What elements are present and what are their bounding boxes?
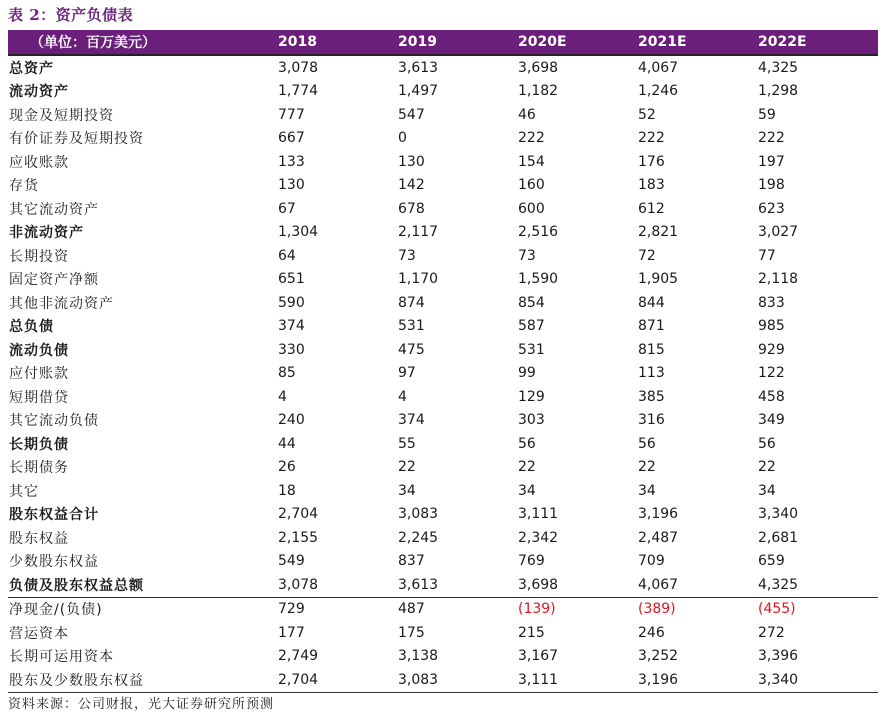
- row-label: 短期借贷: [9, 389, 69, 406]
- row-value: 142: [398, 177, 425, 194]
- row-value: 659: [758, 553, 785, 570]
- table-row: [8, 385, 878, 409]
- row-value: 1,905: [638, 271, 679, 288]
- row-label: 非流动资产: [9, 225, 84, 242]
- row-value: 56: [518, 435, 536, 452]
- row-value: 67: [278, 200, 296, 217]
- row-value: 475: [398, 341, 425, 358]
- row-label: 有价证券及短期投资: [9, 131, 144, 148]
- table-row: [8, 244, 878, 268]
- row-label: 长期投资: [9, 248, 69, 265]
- year-header: 2018: [278, 30, 398, 55]
- row-value: 72: [638, 247, 656, 264]
- row-value: 34: [638, 482, 656, 499]
- row-value: 59: [758, 106, 776, 123]
- row-value: 777: [278, 106, 305, 123]
- row-value: 3,252: [638, 648, 679, 665]
- row-value: 1,497: [398, 83, 439, 100]
- table-row: [8, 174, 878, 198]
- row-label: 股东权益合计: [9, 507, 99, 524]
- row-value: 3,613: [398, 59, 439, 76]
- table-body: [8, 55, 878, 692]
- row-value: 2,749: [278, 648, 319, 665]
- row-label: 股东及少数股东权益: [8, 668, 278, 692]
- row-value: (389): [638, 597, 758, 621]
- row-value: 349: [758, 412, 785, 429]
- row-value: 46: [518, 106, 536, 123]
- row-value: 1,590: [518, 271, 559, 288]
- row-value: 3,396: [758, 648, 799, 665]
- row-value: 2,155: [278, 529, 319, 546]
- row-value: 487: [398, 597, 518, 621]
- year-header: 2021E: [638, 30, 758, 55]
- row-value: 1,182: [518, 83, 559, 100]
- row-value: 3,613: [398, 576, 439, 593]
- row-value: 871: [638, 318, 665, 335]
- row-value: (455): [758, 597, 878, 621]
- row-label: 其他非流动资产: [9, 295, 114, 312]
- row-value: 22: [638, 459, 656, 476]
- row-value: 0: [398, 130, 407, 147]
- row-label: 净现金/(负债): [8, 597, 278, 621]
- row-value: 3,138: [398, 648, 439, 665]
- row-value: 198: [758, 177, 785, 194]
- row-value: 26: [278, 459, 296, 476]
- row-value: 22: [518, 459, 536, 476]
- row-value: 3,111: [518, 506, 559, 523]
- row-label: 现金及短期投资: [9, 107, 114, 124]
- row-label: 长期可运用资本: [9, 649, 114, 666]
- header-row: [8, 30, 878, 55]
- row-value: 769: [518, 553, 545, 570]
- row-value: 2,681: [758, 529, 799, 546]
- row-label: 营运资本: [9, 625, 69, 642]
- row-value: 3,078: [278, 576, 319, 593]
- row-value: 246: [638, 624, 665, 641]
- row-value: 590: [278, 294, 305, 311]
- table-row: [8, 573, 878, 597]
- row-label: 其它流动负债: [9, 413, 99, 430]
- row-value: 385: [638, 388, 665, 405]
- row-label: 其它: [9, 483, 39, 500]
- row-value: 837: [398, 553, 425, 570]
- row-value: 4,067: [638, 576, 679, 593]
- row-value: 183: [638, 177, 665, 194]
- row-value: 85: [278, 365, 296, 382]
- row-value: 52: [638, 106, 656, 123]
- row-value: 56: [638, 435, 656, 452]
- row-value: 600: [518, 200, 545, 217]
- table-row: [8, 409, 878, 433]
- row-value: 22: [758, 459, 776, 476]
- row-label: 长期负债: [9, 436, 69, 453]
- row-value: 64: [278, 247, 296, 264]
- row-value: 729: [278, 597, 398, 621]
- table-row: [8, 526, 878, 550]
- row-label: 少数股东权益: [9, 554, 99, 571]
- row-label: 股东权益: [9, 530, 69, 547]
- row-value: 34: [398, 482, 416, 499]
- row-value: 77: [758, 247, 776, 264]
- row-value: 3,083: [398, 506, 439, 523]
- row-value: 3,698: [518, 59, 559, 76]
- row-value: 18: [278, 482, 296, 499]
- table-row: [8, 621, 878, 645]
- row-value: 1,774: [278, 83, 319, 100]
- table-title: 表 2：资产负债表: [8, 6, 134, 24]
- row-value: 531: [398, 318, 425, 335]
- table-row: [8, 362, 878, 386]
- row-value: 854: [518, 294, 545, 311]
- row-value: 197: [758, 153, 785, 170]
- row-label: 固定资产净额: [9, 272, 99, 289]
- table-row: [8, 338, 878, 362]
- row-value: 272: [758, 624, 785, 641]
- table-row: [8, 668, 878, 692]
- row-value: 2,487: [638, 529, 679, 546]
- table-row: [8, 597, 878, 621]
- row-value: 34: [758, 482, 776, 499]
- row-value: 222: [758, 130, 785, 147]
- row-value: 113: [638, 365, 665, 382]
- row-value: 154: [518, 153, 545, 170]
- table-row: [8, 55, 878, 80]
- row-value: 623: [758, 200, 785, 217]
- row-value: 531: [518, 341, 545, 358]
- row-value: 2,704: [278, 506, 319, 523]
- row-value: 122: [758, 365, 785, 382]
- row-value: 3,340: [758, 506, 799, 523]
- row-value: 929: [758, 341, 785, 358]
- table-row: [8, 80, 878, 104]
- row-value: 55: [398, 435, 416, 452]
- row-value: 1,298: [758, 83, 799, 100]
- row-value: 44: [278, 435, 296, 452]
- row-value: 374: [398, 412, 425, 429]
- row-value: 2,342: [518, 529, 559, 546]
- row-value: 874: [398, 294, 425, 311]
- row-value: 2,245: [398, 529, 439, 546]
- row-value: 4,325: [758, 576, 799, 593]
- table-row: [8, 432, 878, 456]
- year-header: 2020E: [518, 30, 638, 55]
- row-value: 303: [518, 412, 545, 429]
- row-value: 56: [758, 435, 776, 452]
- row-value: 240: [278, 412, 305, 429]
- row-label: 负债及股东权益总额: [9, 577, 144, 594]
- row-value: 587: [518, 318, 545, 335]
- row-value: 160: [518, 177, 545, 194]
- row-value: 222: [638, 130, 665, 147]
- row-value: 222: [518, 130, 545, 147]
- row-value: 2,516: [518, 224, 559, 241]
- row-value: 130: [398, 153, 425, 170]
- row-label: 流动资产: [9, 84, 69, 101]
- row-value: 985: [758, 318, 785, 335]
- row-value: 129: [518, 388, 545, 405]
- row-value: 1,246: [638, 83, 679, 100]
- row-value: 3,027: [758, 224, 799, 241]
- row-value: 2,821: [638, 224, 679, 241]
- row-value: 97: [398, 365, 416, 382]
- table-row: [8, 127, 878, 151]
- row-value: 99: [518, 365, 536, 382]
- balance-sheet-table: [8, 30, 878, 693]
- row-label: 应付账款: [9, 366, 69, 383]
- year-header: 2022E: [758, 30, 878, 55]
- table-row: [8, 268, 878, 292]
- table-row: [8, 103, 878, 127]
- row-label: 应收账款: [9, 154, 69, 171]
- row-value: 4: [278, 388, 287, 405]
- row-value: 1,304: [278, 224, 319, 241]
- table-row: [8, 291, 878, 315]
- table-row: [8, 456, 878, 480]
- table-row: [8, 645, 878, 669]
- unit-header: （单位：百万美元）: [8, 30, 278, 55]
- row-value: 3,698: [518, 576, 559, 593]
- row-value: 3,196: [638, 506, 679, 523]
- row-value: 549: [278, 553, 305, 570]
- row-value: 667: [278, 130, 305, 147]
- row-value: 3,111: [518, 668, 638, 692]
- table-row: [8, 503, 878, 527]
- row-value: 2,118: [758, 271, 799, 288]
- table-row: [8, 197, 878, 221]
- row-value: 176: [638, 153, 665, 170]
- row-value: 458: [758, 388, 785, 405]
- row-value: 4,067: [638, 59, 679, 76]
- row-value: 833: [758, 294, 785, 311]
- row-value: 175: [398, 624, 425, 641]
- table-row: [8, 150, 878, 174]
- row-value: 215: [518, 624, 545, 641]
- row-value: 678: [398, 200, 425, 217]
- row-value: 4: [398, 388, 407, 405]
- table-row: [8, 315, 878, 339]
- row-value: 651: [278, 271, 305, 288]
- row-value: 316: [638, 412, 665, 429]
- row-value: 130: [278, 177, 305, 194]
- row-value: 3,340: [758, 668, 878, 692]
- table-row: [8, 479, 878, 503]
- table-row: [8, 221, 878, 245]
- row-value: 815: [638, 341, 665, 358]
- row-label: 总资产: [9, 60, 54, 77]
- row-value: 1,170: [398, 271, 439, 288]
- table-row: [8, 550, 878, 574]
- row-value: 177: [278, 624, 305, 641]
- row-value: 612: [638, 200, 665, 217]
- row-value: 133: [278, 153, 305, 170]
- row-value: 3,167: [518, 648, 559, 665]
- row-value: (139): [518, 597, 638, 621]
- row-value: 73: [398, 247, 416, 264]
- row-value: 22: [398, 459, 416, 476]
- row-label: 存货: [9, 178, 39, 195]
- row-label: 其它流动资产: [9, 201, 99, 218]
- row-value: 3,083: [398, 668, 518, 692]
- row-value: 709: [638, 553, 665, 570]
- row-value: 547: [398, 106, 425, 123]
- row-value: 3,078: [278, 59, 319, 76]
- row-value: 2,704: [278, 668, 398, 692]
- row-value: 2,117: [398, 224, 439, 241]
- row-label: 流动负债: [9, 342, 69, 359]
- row-value: 844: [638, 294, 665, 311]
- row-value: 73: [518, 247, 536, 264]
- row-value: 34: [518, 482, 536, 499]
- row-value: 374: [278, 318, 305, 335]
- year-header: 2019: [398, 30, 518, 55]
- row-value: 3,196: [638, 668, 758, 692]
- row-value: 330: [278, 341, 305, 358]
- row-value: 4,325: [758, 59, 799, 76]
- row-label: 长期债务: [9, 460, 69, 477]
- source-note: 资料来源：公司财报，光大证券研究所预测: [8, 697, 275, 712]
- row-label: 总负债: [9, 319, 54, 336]
